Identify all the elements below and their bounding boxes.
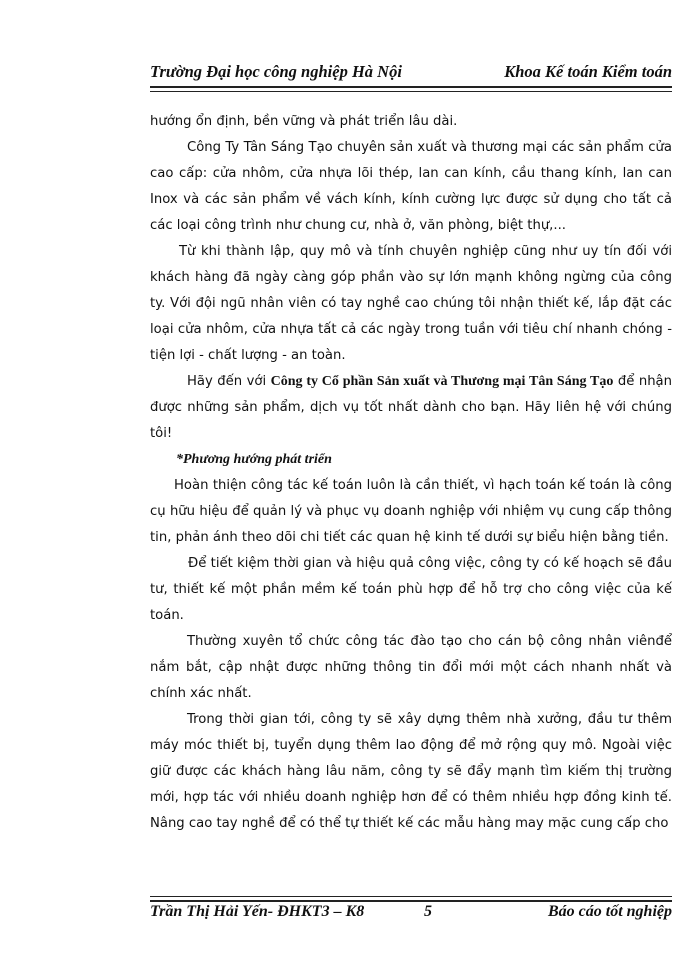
company-name: Công ty Cổ phần Sản xuất và Thương mại Tân Sáng Tạo	[270, 374, 614, 389]
header-faculty: Khoa Kế toán Kiểm toán	[504, 62, 672, 81]
document-body	[150, 109, 672, 837]
paragraph-4	[150, 369, 672, 447]
section-heading	[150, 447, 672, 473]
paragraph-5: Hoàn thiện công tác kế toán luôn là cần thiết, vì hạch toán kế toán là công cụ hữu hiệu để quản lý và phục vụ doanh nghiệp với nhiệm vụ cung cấp thông tin, phản ánh theo dõi chi tiết các quan hệ kinh tế dưới sự biểu hiện bằng tiền.	[150, 478, 672, 545]
header-university: Trường Đại học công nghiệp Hà Nội	[150, 62, 402, 81]
page-number: 5	[424, 903, 432, 920]
footer-divider	[150, 896, 672, 902]
header-divider	[150, 86, 672, 92]
paragraph-2: Công Ty Tân Sáng Tạo chuyên sản xuất và thương mại các sản phẩm cửa cao cấp: cửa nhôm, cửa nhựa lõi thép, lan can kính, cầu thang kính, lan can Inox và các sản phẩm về vách kính, kính cường lực được sử dụng cho tất cả các loại công trình như chung cư, nhà ở, văn phòng, biệt thự,...	[150, 140, 672, 233]
paragraph-4-rest: để nhận được những sản phẩm, dịch vụ tốt nhất dành cho bạn. Hãy liên hệ với chúng tôi!	[150, 374, 672, 441]
section-heading-text: *Phương hướng phát triển	[176, 452, 332, 467]
footer-author: Trần Thị Hải Yến- ĐHKT3 – K8	[150, 903, 365, 920]
footer-report-title: Báo cáo tốt nghiệp	[547, 903, 672, 920]
paragraph-1: hướng ổn định, bền vững và phát triển lâu dài.	[150, 114, 458, 129]
paragraph-3: Từ khi thành lập, quy mô và tính chuyên nghiệp cũng như uy tín đối với khách hàng đã ngày càng góp phần vào sự lớn mạnh không ngừng của công ty. Với đội ngũ nhân viên có tay nghề cao chúng tôi nhận thiết kế, lắp đặt các loại cửa nhôm, cửa nhựa tất cả các ngày trong tuần với tiêu chí nhanh chóng - tiện lợi - chất lượng - an toàn.	[150, 244, 672, 363]
paragraph-6: Để tiết kiệm thời gian và hiệu quả công việc, công ty có kế hoạch sẽ đầu tư, thiết kế một phần mềm kế toán phù hợp để hỗ trợ cho công việc của kế toán.	[150, 556, 672, 623]
paragraph-4-intro: Hãy đến với	[187, 374, 271, 389]
paragraph-8: Trong thời gian tới, công ty sẽ xây dựng thêm nhà xưởng, đầu tư thêm máy móc thiết bị, tuyển dụng thêm lao động để mở rộng quy mô. Ngoài việc giữ được các khách hàng lâu năm, công ty sẽ đẩy mạnh tìm kiếm thị trường mới, hợp tác với nhiều doanh nghiệp hơn để có thêm nhiều hợp đồng kinh tế. Nâng cao tay nghề để có thể tự thiết kế các mẫu hàng may mặc cung cấp cho	[150, 712, 672, 831]
page-header	[150, 62, 672, 86]
paragraph-7: Thường xuyên tổ chức công tác đào tạo cho cán bộ công nhân viênđể nắm bắt, cập nhật được những thông tin đổi mới một cách nhanh nhất và chính xác nhất.	[150, 634, 672, 701]
page-footer	[150, 903, 672, 925]
